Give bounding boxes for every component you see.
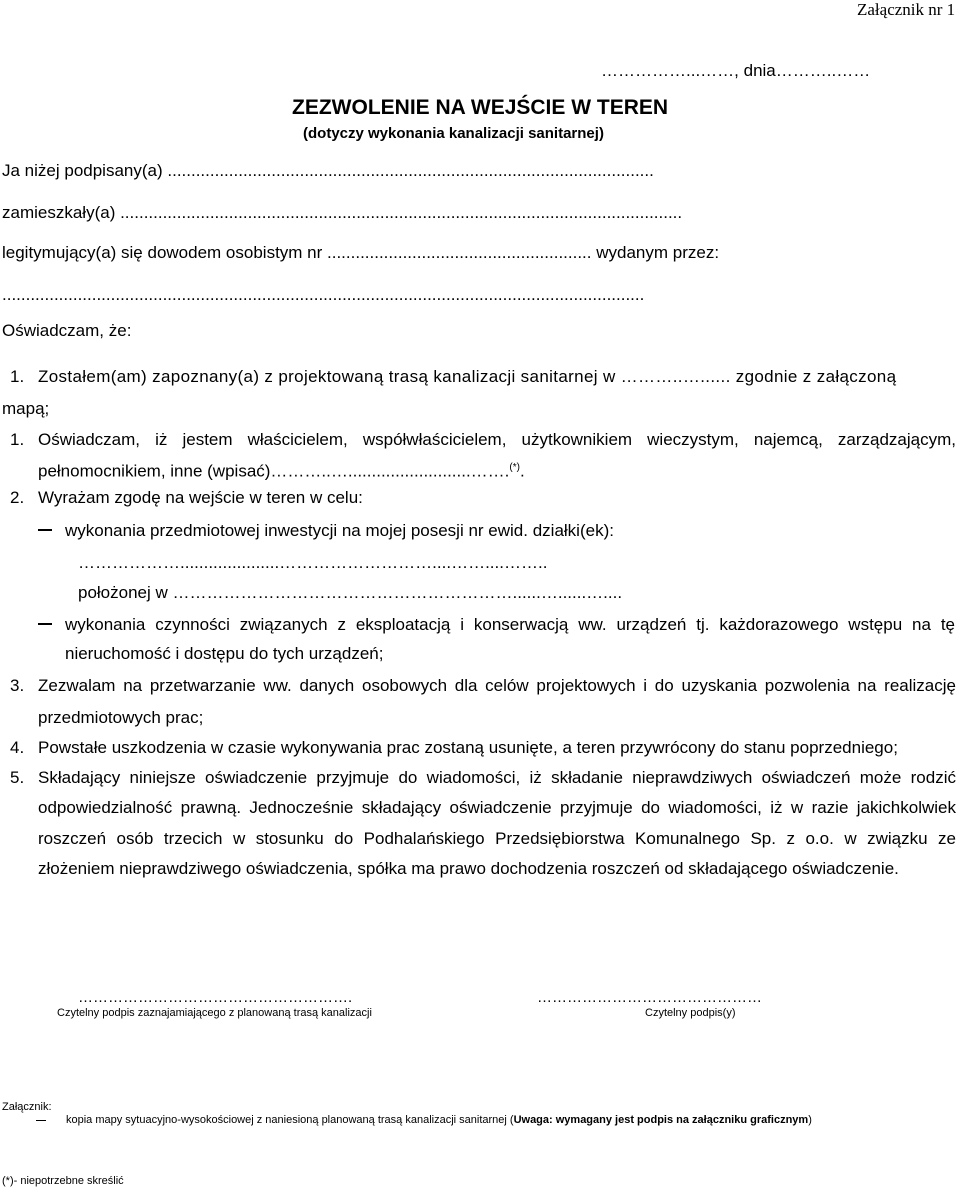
declare-heading: Oświadczam, że: (2, 321, 132, 340)
document-title: ZEZWOLENIE NA WEJŚCIE W TEREN (292, 96, 669, 119)
field-id-document: legitymujący(a) się dowodem osobistym nr ........................................................ wydanym przez: (2, 243, 720, 262)
footnote: (*)- niepotrzebne skreślić (2, 1175, 124, 1187)
attachment-desc: kopia mapy sytuacyjno-wysokościowej z naniesioną planowaną trasą kanalizacji sanitarnej ( (66, 1114, 514, 1126)
attachment-warning: Uwaga: wymagany jest podpis na załączniku graficznym (513, 1114, 809, 1126)
attachment-text (66, 1113, 812, 1127)
item-1a-text: Zostałem(am) zapoznany(a) z projektowaną trasą kanalizacji sanitarnej w ………..…...... zgodnie z załączoną (38, 367, 897, 386)
item-4-text: Powstałe uszkodzenia w czasie wykonywania prac zostaną usunięte, a teren przywrócony do stanu poprzedniego; (38, 738, 898, 757)
item-5-line-1: Składający niniejsze oświadczenie przyjmuje do wiadomości, iż składanie nieprawdziwych oświadczeń może rodzić (38, 768, 956, 787)
field-signatory: Ja niżej podpisany(a) ....................................................................................................... (2, 161, 654, 180)
signature-right-label: Czytelny podpis(y) (645, 1007, 736, 1019)
item-3-continuation: przedmiotowych prac; (38, 708, 204, 727)
signature-left-line: ………………………………………………. (78, 989, 353, 1006)
item-1b-end: . (519, 461, 525, 481)
date-line: ……………...……, dnia………..…… (601, 61, 871, 80)
bullet-dash (36, 1120, 46, 1121)
bullet-2-continuation: nieruchomość i dostępu do tych urządzeń; (65, 644, 384, 663)
item-1b-cont-text: pełnomocnikiem, inne (wpisać)………..…..........................……. (38, 461, 510, 481)
document-subtitle: (dotyczy wykonania kanalizacji sanitarnej) (303, 125, 604, 142)
item-5-line-4: złożeniem nieprawdziwego oświadczenia, spółka ma prawo dochodzenia roszczeń od składającego oświadczenie. (38, 859, 899, 878)
bullet-1-text: wykonania przedmiotowej inwestycji na mojej posesji nr ewid. działki(ek): (65, 521, 614, 540)
item-1a-continuation: mapą; (2, 399, 50, 418)
bullet-1-dots: ……………….....................………………………....……....…….. (78, 553, 548, 572)
signature-right-line: ……………………………………… (537, 989, 762, 1006)
attachment-close: ) (808, 1114, 812, 1126)
item-number: 3. (10, 676, 25, 695)
bullet-dash (38, 529, 52, 531)
item-2-text: Wyrażam zgodę na wejście w teren w celu: (38, 488, 363, 507)
attachment-number: Załącznik nr 1 (857, 0, 956, 19)
field-residence: zamieszkały(a) ....................................................................................................................... (2, 203, 683, 222)
footnote-mark: (*) (509, 462, 520, 473)
item-3-text: Zezwalam na przetwarzanie ww. danych osobowych dla celów projektowych i do uzyskania pozwolenia na realizację (38, 676, 956, 695)
item-number: 1. (10, 367, 25, 386)
field-issuer: ........................................................................................................................................ (2, 285, 645, 304)
bullet-dash (38, 623, 52, 625)
item-number: 2. (10, 488, 25, 507)
signature-left-label: Czytelny podpis zaznajamiającego z planowaną trasą kanalizacji (57, 1007, 372, 1019)
item-number: 5. (10, 768, 25, 787)
bullet-1-location: położonej w ……………………………………………………......…......….... (78, 583, 623, 602)
item-5-line-2: odpowiedzialność prawną. Jednocześnie składający oświadczenie przyjmuje do wiadomości, iż w razie jakichkolwiek (38, 798, 956, 817)
attachment-label: Załącznik: (2, 1101, 52, 1113)
item-1b-continuation (38, 457, 525, 482)
bullet-2-text: wykonania czynności związanych z eksploatacją i konserwacją ww. urządzeń tj. każdorazowego wstępu na tę (65, 615, 955, 634)
item-number: 4. (10, 738, 25, 757)
item-number: 1. (10, 430, 25, 449)
item-1b-text: Oświadczam, iż jestem właścicielem, współwłaścicielem, użytkownikiem wieczystym, najemcą, zarządzającym, (38, 430, 956, 449)
item-5-line-3: roszczeń osób trzecich w stosunku do Podhalańskiego Przedsiębiorstwa Komunalnego Sp. z o.o. w związku ze (38, 829, 956, 848)
